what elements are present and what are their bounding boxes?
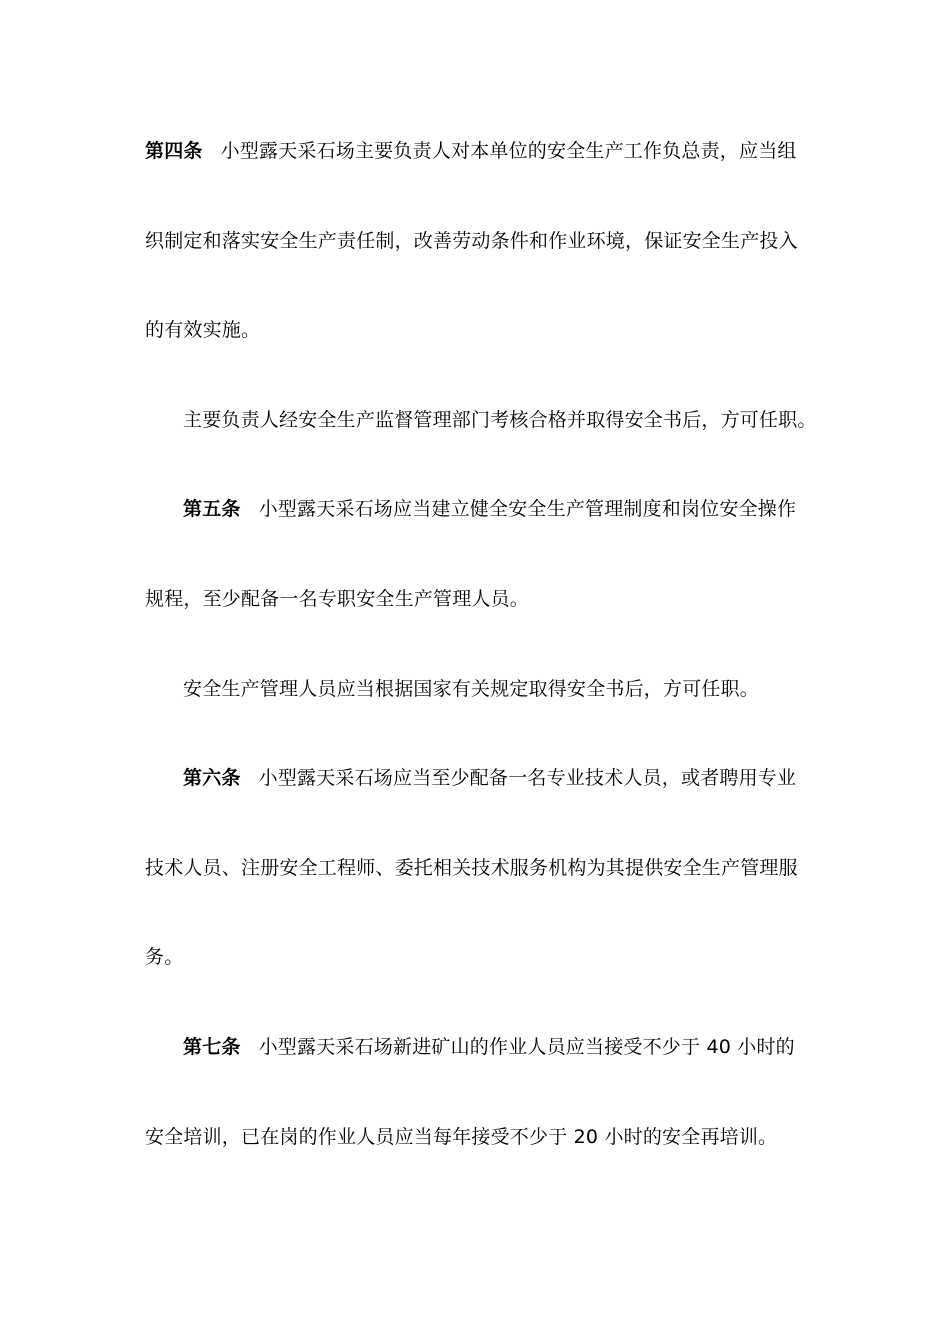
article-5-text: 小型露天采石场应当建立健全安全生产管理制度和岗位安全操作 [258, 498, 797, 520]
article-7-text: 小型露天采石场新进矿山的作业人员应当接受不少于 40 小时的 [258, 1036, 795, 1058]
article-6-heading: 第六条 [183, 767, 241, 789]
article-7-line-1 [183, 1035, 863, 1059]
article-6-line-2: 技术人员、注册安全工程师、委托相关技术服务机构为其提供安全生产管理服 [145, 857, 798, 879]
article-5-paragraph-2: 安全生产管理人员应当根据国家有关规定取得安全书后，方可任职。 [183, 678, 760, 700]
article-4-line-3: 的有效实施。 [145, 319, 261, 341]
article-4-text: 小型露天采石场主要负责人对本单位的安全生产工作负总责，应当组 [220, 140, 797, 162]
article-5-line-2: 规程，至少配备一名专职安全生产管理人员。 [145, 588, 530, 610]
article-6-text: 小型露天采石场应当至少配备一名专业技术人员，或者聘用专业 [258, 767, 797, 789]
article-4-heading: 第四条 [145, 140, 203, 162]
article-7-line-2: 安全培训，已在岗的作业人员应当每年接受不少于 20 小时的安全再培训。 [145, 1126, 778, 1148]
article-4-line-2: 织制定和落实安全生产责任制，改善劳动条件和作业环境，保证安全生产投入 [145, 230, 798, 252]
article-5-heading: 第五条 [183, 498, 241, 520]
article-6-line-3: 务。 [145, 946, 184, 968]
article-7-heading: 第七条 [183, 1036, 241, 1058]
article-4-line-1 [145, 139, 825, 163]
article-4-paragraph-2: 主要负责人经安全生产监督管理部门考核合格并取得安全书后，方可任职。 [183, 409, 817, 431]
article-5-line-1 [183, 497, 863, 521]
article-6-line-1 [183, 766, 863, 790]
